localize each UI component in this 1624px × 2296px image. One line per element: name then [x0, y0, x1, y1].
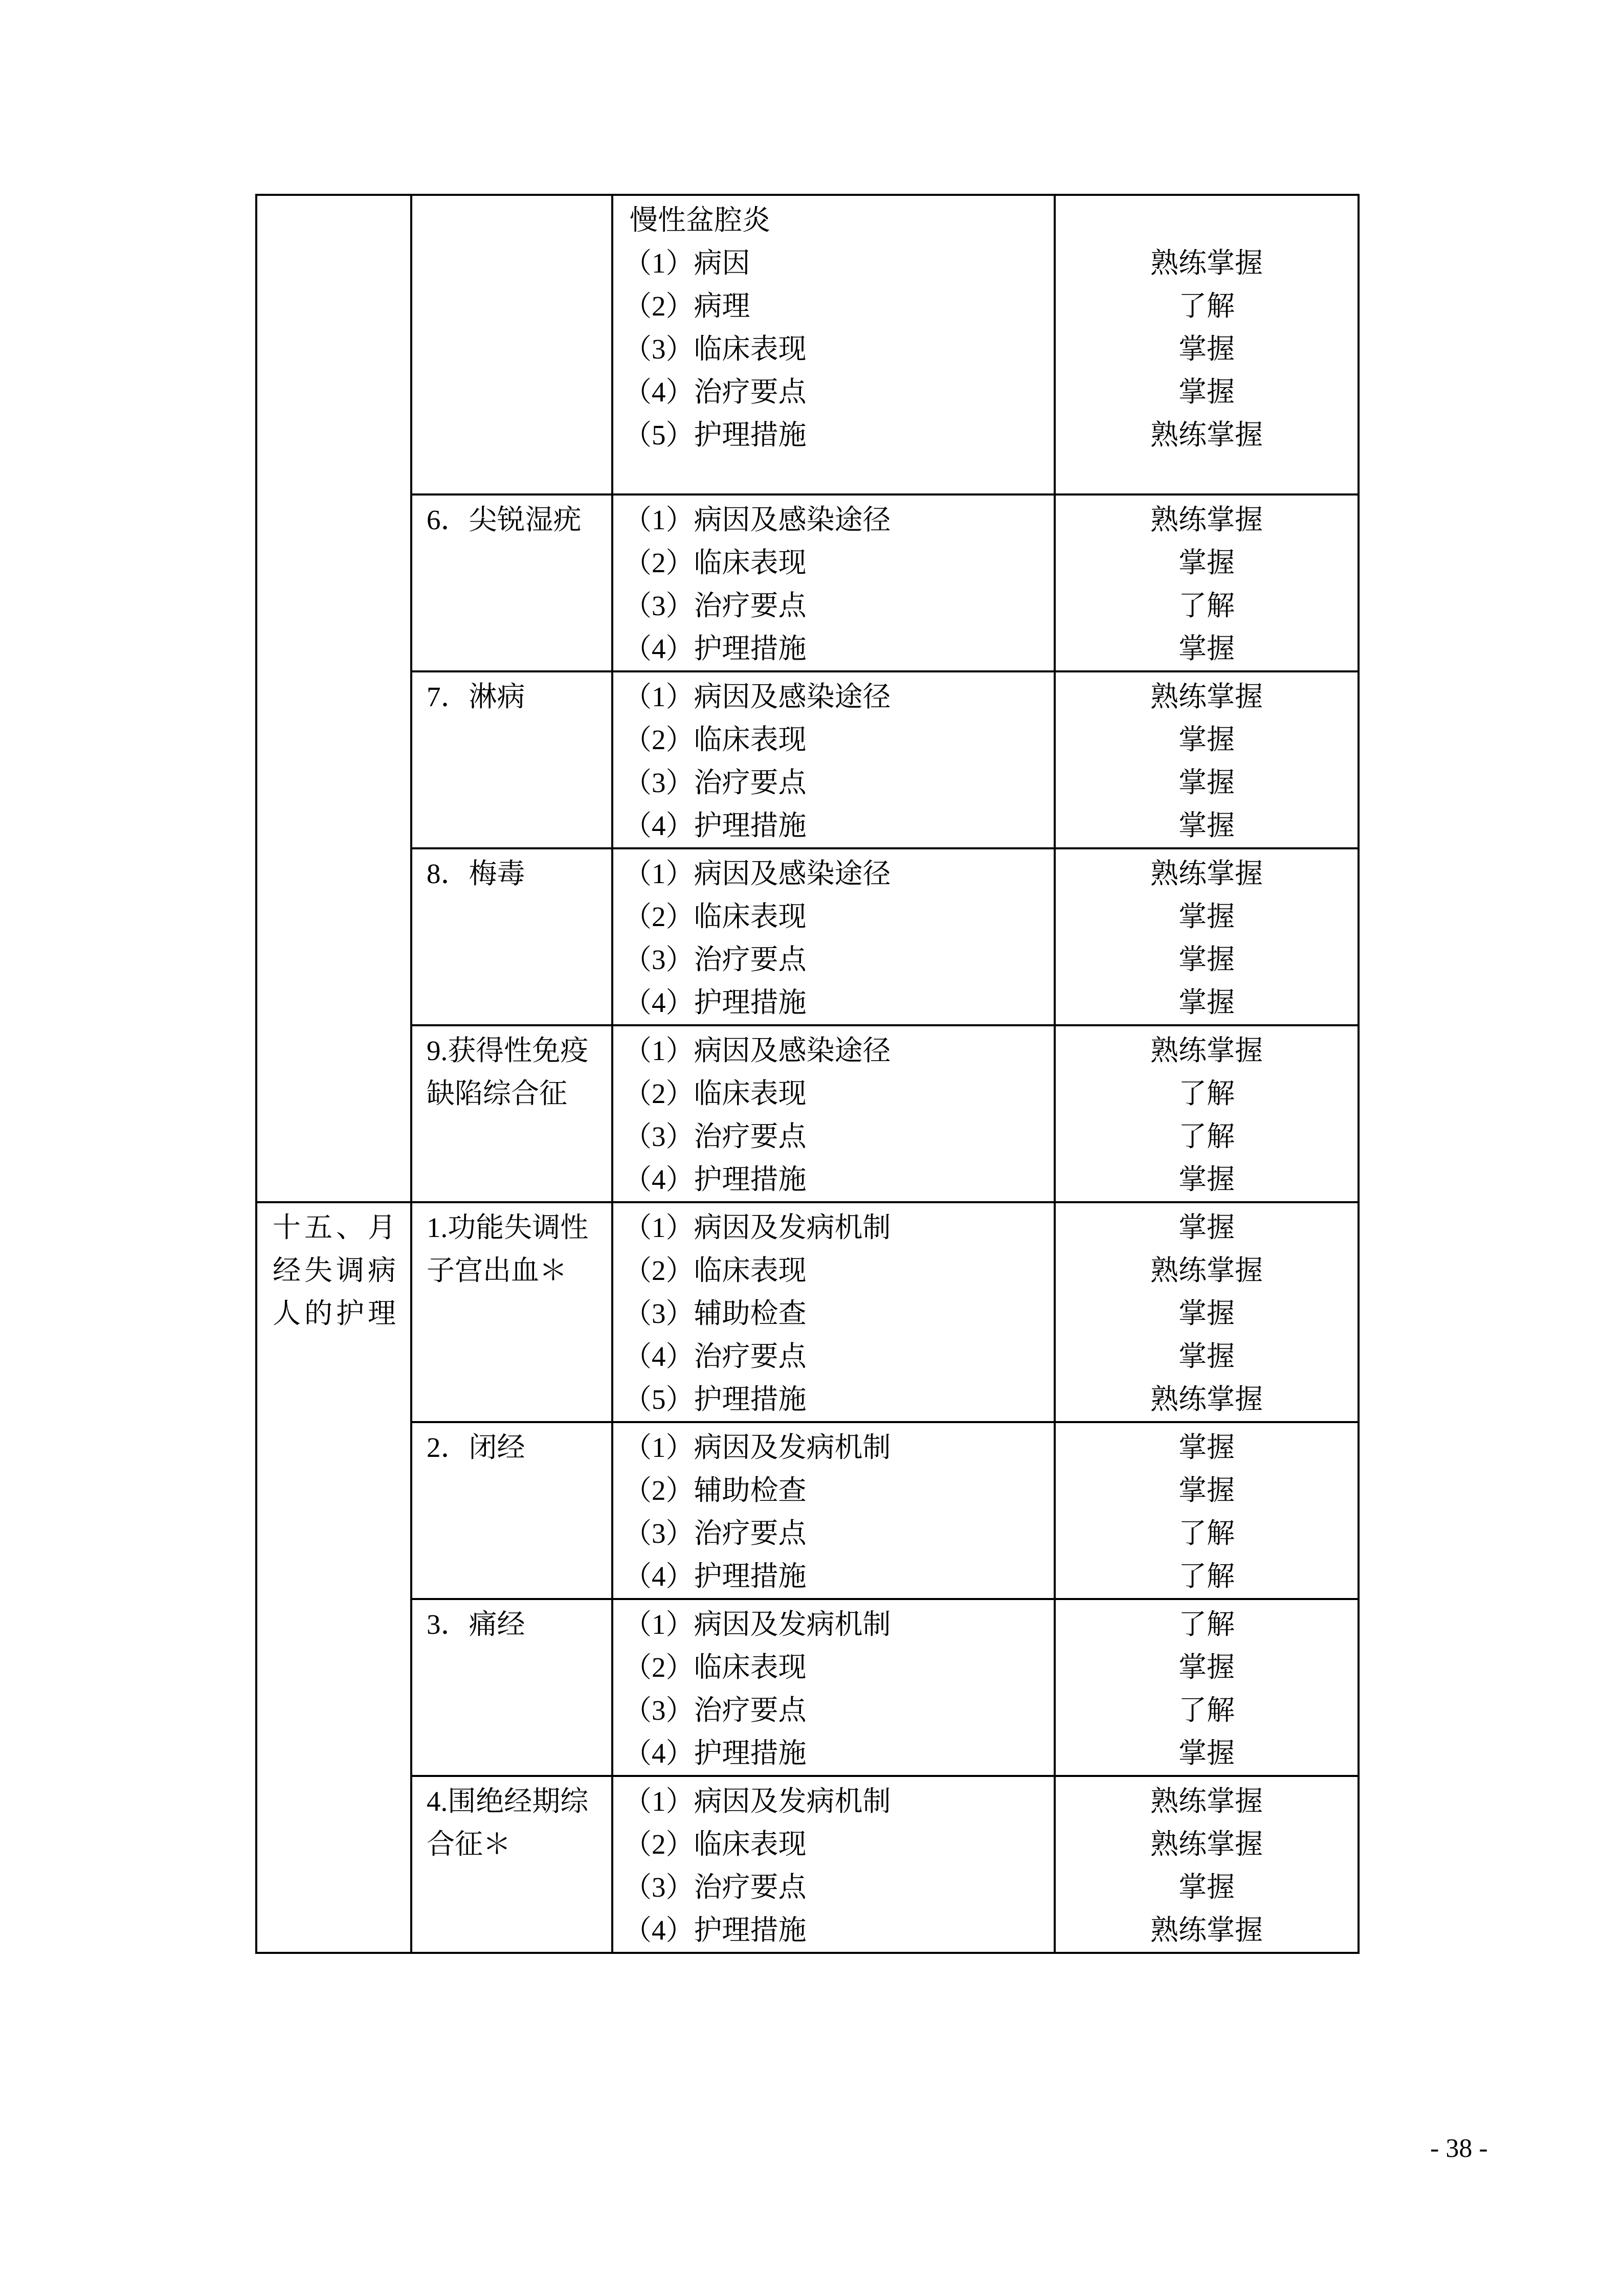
- syllabus-table: [255, 194, 1360, 1954]
- requirement-level: 了解: [1178, 590, 1235, 621]
- requirement-level: 熟练掌握: [1150, 419, 1263, 451]
- requirement-level: 熟练掌握: [1150, 858, 1263, 889]
- content-item: （4）护理措施: [624, 1738, 807, 1769]
- content-item: （2）辅助检查: [624, 1475, 807, 1506]
- requirement-level: 熟练掌握: [1150, 504, 1263, 535]
- content-item: （2）临床表现: [624, 901, 807, 932]
- content-item: （3）治疗要点: [624, 1518, 807, 1549]
- requirement-level: 熟练掌握: [1150, 681, 1263, 712]
- content-cell: [612, 1422, 1055, 1599]
- requirement-level: 了解: [1178, 1121, 1235, 1152]
- content-item: （3）治疗要点: [624, 1695, 807, 1726]
- requirement-cell: [1055, 1202, 1359, 1422]
- requirement-level: 掌握: [1178, 333, 1235, 365]
- requirement-level: 掌握: [1178, 1652, 1235, 1683]
- requirement-level: 掌握: [1178, 987, 1235, 1018]
- content-cell: [612, 671, 1055, 848]
- requirement-cell: [1055, 1025, 1359, 1202]
- requirement-level: 熟练掌握: [1150, 1384, 1263, 1415]
- content-item: （1）病因及发病机制: [624, 1786, 891, 1817]
- content-item: （2）临床表现: [624, 1255, 807, 1286]
- requirement-level: 了解: [1178, 1609, 1235, 1640]
- requirement-level: 掌握: [1178, 547, 1235, 578]
- content-cell: [612, 494, 1055, 671]
- content-item: （3）治疗要点: [624, 590, 807, 621]
- requirement-level: 掌握: [1178, 944, 1235, 975]
- content-cell: [612, 1202, 1055, 1422]
- topic-cell: 4.围绝经期综合征＊: [411, 1776, 612, 1953]
- table-row: [256, 1776, 1359, 1953]
- requirement-cell: [1055, 1776, 1359, 1953]
- content-item: （3）治疗要点: [624, 767, 807, 798]
- table-row: [256, 1599, 1359, 1776]
- content-item: （2）病理: [624, 290, 750, 322]
- content-item: （1）病因及发病机制: [624, 1212, 891, 1243]
- content-item: （1）病因及发病机制: [624, 1432, 891, 1463]
- table-row: [256, 671, 1359, 848]
- content-item: （5）护理措施: [624, 1384, 807, 1415]
- content-item: （1）病因: [624, 247, 750, 279]
- content-item: （2）临床表现: [624, 1829, 807, 1860]
- requirement-level: 掌握: [1178, 810, 1235, 841]
- requirement-level: 掌握: [1178, 1212, 1235, 1243]
- content-cell: [612, 195, 1055, 494]
- content-item: （2）临床表现: [624, 1078, 807, 1109]
- category-cell: 十五、月经失调病人的护理: [256, 1202, 411, 1953]
- requirement-level: 熟练掌握: [1150, 1035, 1263, 1066]
- requirement-cell: [1055, 1599, 1359, 1776]
- page-number: - 38 -: [1430, 2134, 1488, 2163]
- content-item: （4）护理措施: [624, 1915, 807, 1946]
- content-heading: 慢性盆腔炎: [630, 205, 771, 236]
- requirement-cell: [1055, 1422, 1359, 1599]
- content-item: （3）临床表现: [624, 333, 807, 365]
- requirement-level: 掌握: [1178, 1475, 1235, 1506]
- requirement-cell: [1055, 195, 1359, 494]
- requirement-level: 掌握: [1178, 724, 1235, 755]
- requirement-level: 熟练掌握: [1150, 1786, 1263, 1817]
- requirement-level: 熟练掌握: [1150, 1255, 1263, 1286]
- requirement-cell: [1055, 494, 1359, 671]
- requirement-level: 了解: [1178, 1518, 1235, 1549]
- requirement-level: 掌握: [1178, 1298, 1235, 1329]
- requirement-cell: [1055, 671, 1359, 848]
- topic-cell: [411, 195, 612, 494]
- table-row: [256, 1025, 1359, 1202]
- topic-cell: 8．梅毒: [411, 848, 612, 1025]
- content-item: （3）治疗要点: [624, 944, 807, 975]
- requirement-level: 掌握: [1178, 767, 1235, 798]
- content-item: （1）病因及感染途径: [624, 1035, 891, 1066]
- requirement-level: 了解: [1178, 1078, 1235, 1109]
- content-item: （1）病因及感染途径: [624, 858, 891, 889]
- requirement-level: 掌握: [1178, 633, 1235, 664]
- requirement-level: 掌握: [1178, 901, 1235, 932]
- content-item: （4）护理措施: [624, 1561, 807, 1592]
- content-cell: [612, 848, 1055, 1025]
- requirement-level: 掌握: [1178, 1164, 1235, 1195]
- requirement-level: 掌握: [1178, 376, 1235, 408]
- table-row: [256, 195, 1359, 494]
- topic-cell: 6．尖锐湿疣: [411, 494, 612, 671]
- content-item: （1）病因及感染途径: [624, 504, 891, 535]
- content-item: （4）护理措施: [624, 987, 807, 1018]
- category-cell: [256, 195, 411, 1202]
- topic-cell: 2．闭经: [411, 1422, 612, 1599]
- content-cell: [612, 1776, 1055, 1953]
- content-item: （4）治疗要点: [624, 1341, 807, 1372]
- table-row: [256, 848, 1359, 1025]
- content-item: （4）护理措施: [624, 1164, 807, 1195]
- content-cell: [612, 1025, 1055, 1202]
- content-item: （2）临床表现: [624, 1652, 807, 1683]
- content-item: （3）治疗要点: [624, 1872, 807, 1903]
- content-item: （4）治疗要点: [624, 376, 807, 408]
- content-item: （2）临床表现: [624, 724, 807, 755]
- content-item: （3）治疗要点: [624, 1121, 807, 1152]
- topic-cell: 3．痛经: [411, 1599, 612, 1776]
- topic-cell: 9.获得性免疫缺陷综合征: [411, 1025, 612, 1202]
- requirement-level: 熟练掌握: [1150, 247, 1263, 279]
- requirement-level: 掌握: [1178, 1341, 1235, 1372]
- requirement-level: 掌握: [1178, 1432, 1235, 1463]
- content-item: （2）临床表现: [624, 547, 807, 578]
- content-item: （5）护理措施: [624, 419, 807, 451]
- requirement-level: 了解: [1178, 290, 1235, 322]
- table-row: [256, 494, 1359, 671]
- content-item: （4）护理措施: [624, 810, 807, 841]
- syllabus-table-body: [256, 195, 1359, 1953]
- content-item: （1）病因及发病机制: [624, 1609, 891, 1640]
- topic-cell: 1.功能失调性子宫出血＊: [411, 1202, 612, 1422]
- requirement-spacer: [1056, 199, 1358, 242]
- content-item: （4）护理措施: [624, 633, 807, 664]
- requirement-level: 了解: [1178, 1561, 1235, 1592]
- table-row: [256, 1422, 1359, 1599]
- requirement-level: 熟练掌握: [1150, 1915, 1263, 1946]
- requirement-level: 了解: [1178, 1695, 1235, 1726]
- content-cell: [612, 1599, 1055, 1776]
- content-item: （3）辅助检查: [624, 1298, 807, 1329]
- requirement-cell: [1055, 848, 1359, 1025]
- syllabus-table-container: [255, 194, 1358, 1954]
- requirement-level: 掌握: [1178, 1872, 1235, 1903]
- table-row: [256, 1202, 1359, 1422]
- topic-cell: 7．淋病: [411, 671, 612, 848]
- requirement-level: 掌握: [1178, 1738, 1235, 1769]
- content-item: （1）病因及感染途径: [624, 681, 891, 712]
- requirement-level: 熟练掌握: [1150, 1829, 1263, 1860]
